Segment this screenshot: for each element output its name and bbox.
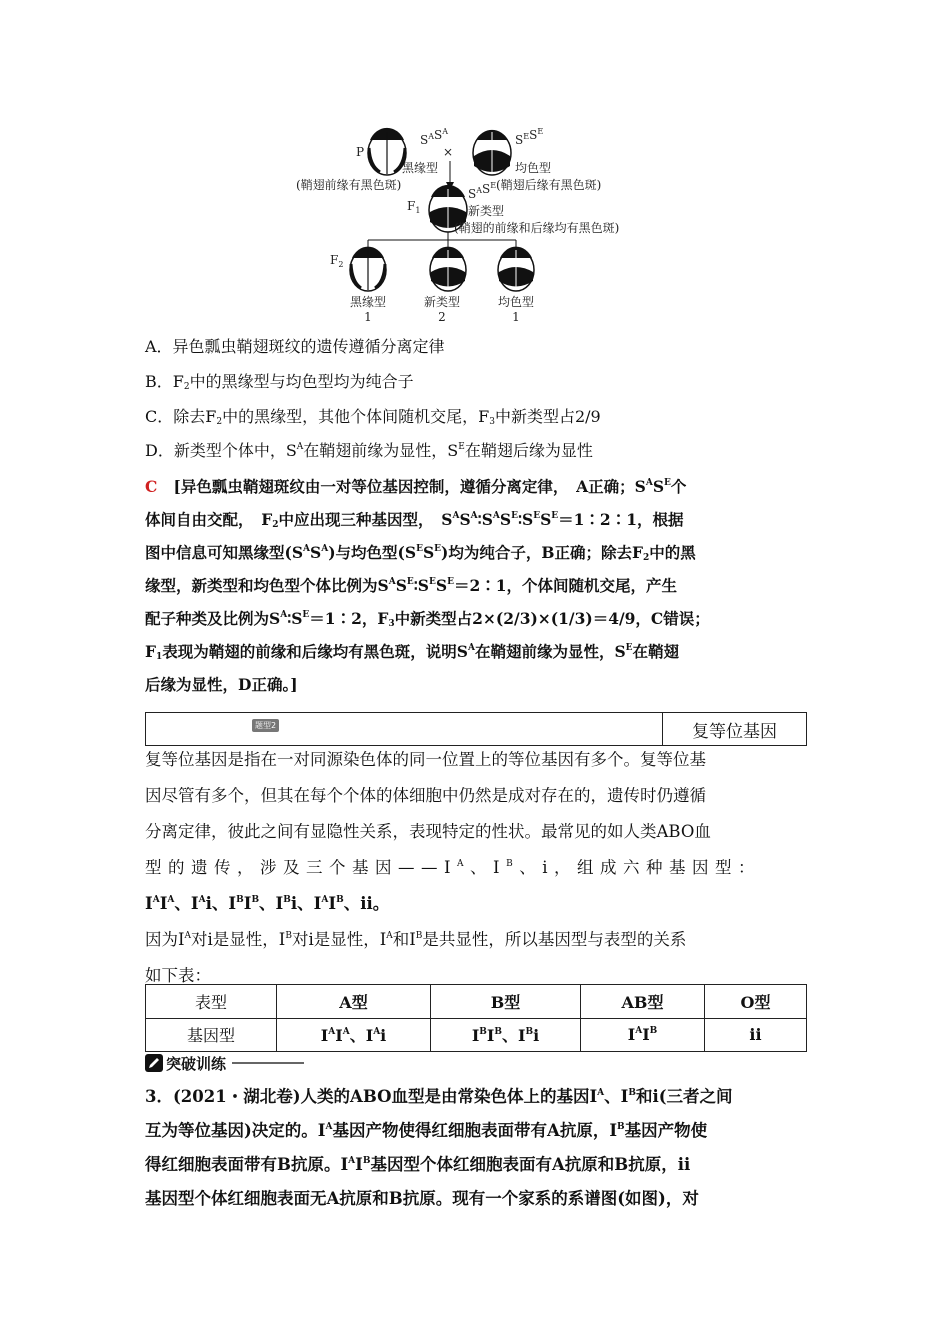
topic-header [145, 712, 807, 746]
abo-header-cell: O型 [705, 985, 807, 1019]
beetle-f2-new-type [430, 247, 466, 291]
parent2-desc: (鞘翅后缘有黑色斑) [496, 178, 602, 192]
parent1-name: 黑缘型 [402, 161, 439, 175]
f2-ratio-1: 1 [364, 310, 372, 324]
question-3-line-3: 得红细胞表面带有B抗原。$I^AI^B$基因型个体红细胞表面有A抗原和B抗原，ii [145, 1155, 691, 1174]
topic-title: 复等位基因 [663, 713, 807, 746]
cross-symbol: × [443, 145, 454, 159]
abo-header-cell: A型 [277, 985, 431, 1019]
f1-name: 新类型 [468, 204, 505, 218]
abo-row-cell: $I^AI^B$ [581, 1018, 705, 1052]
intro-line-1: 复等位基因是指在一对同源染色体的同一位置上的等位基因有多个。复等位基 [145, 750, 706, 769]
f2-letter: F [330, 253, 339, 267]
p-label: P [356, 145, 365, 159]
abo-phenotype-table [145, 984, 807, 1052]
f1-desc: (鞘翅的前缘和后缘均有黑色斑) [454, 221, 620, 235]
option-c: C．除去$F_2$中的黑缘型，其他个体间随机交尾，$F_3$中新类型占2/9 [145, 407, 601, 427]
parent1-desc: (鞘翅前缘有黑色斑) [296, 178, 402, 192]
f1-letter: F [407, 199, 416, 213]
abo-header-cell: AB型 [581, 985, 705, 1019]
question-3-line-2: 互为等位基因)决定的。$I^A$基因产物使得红细胞表面带有A抗原，$I^B$基因产物使 [145, 1121, 708, 1140]
f1-genotype: $S^AS^E$ [468, 181, 497, 201]
intro-line-7: 如下表： [145, 966, 211, 985]
beetle-black-edge-parent [368, 128, 406, 175]
abo-row-cell: $I^AI^A$、$I^Ai$ [277, 1018, 431, 1052]
beetle-uniform-parent [473, 130, 511, 175]
topic-badge: 题型2 [252, 719, 279, 732]
question-3-line-1: 3．(2021・湖北卷)人类的ABO血型是由常染色体上的基因$I^A$、$I^B$和i(三者之间 [145, 1087, 733, 1106]
intro-line-2: 因尽管有多个，但其在每个个体的体细胞中仍然是成对存在的，遗传时仍遵循 [145, 786, 706, 805]
parent2-name: 均色型 [515, 161, 552, 175]
intro-paragraph [145, 742, 810, 994]
answer-line-2: 体间自由交配， $F_2$中应出现三种基因型， $S^AS^A∶S^AS^E∶S^ES^E=1∶2∶1$，根据 [145, 510, 684, 530]
question-3-line-4: 基因型个体红细胞表面无A抗原和B抗原。现有一个家系的系谱图(如图)，对 [145, 1189, 699, 1208]
answer-explanation [145, 470, 813, 701]
beetle-f2-uniform [498, 247, 534, 291]
cross-diagram-svg [290, 126, 670, 326]
abo-row-cell: ii [705, 1018, 807, 1052]
intro-line-3: 分离定律，彼此之间有显隐性关系，表现特定的性状。最常见的如人类ABO血 [145, 822, 711, 841]
question-3 [145, 1080, 810, 1216]
beetle-f2-black-edge [350, 247, 386, 291]
abo-genotype-row [146, 1018, 807, 1052]
answer-line-5: 配子种类及比例为$S^A∶S^E=1∶2$，$F_3$中新类型占2×(2/3)×(1/3)＝4/9，C错误； [145, 609, 710, 629]
f1-subscript: 1 [415, 206, 421, 215]
answer-line-4: 缘型，新类型和均色型个体比例为$S^AS^E∶S^ES^E=2∶1$，个体间随机交尾，产生 [145, 576, 678, 595]
training-label: 突破训练 [166, 1054, 227, 1073]
abo-row-cell: 基因型 [146, 1018, 277, 1052]
abo-header-cell: B型 [431, 985, 581, 1019]
f2-name-1: 黑缘型 [349, 295, 387, 309]
option-a: A．异色瓢虫鞘翅斑纹的遗传遵循分离定律 [145, 337, 445, 356]
abo-row-cell: $I^BI^B$、$I^Bi$ [431, 1018, 581, 1052]
answer-letter: C [145, 477, 158, 496]
f2-name-3: 均色型 [497, 295, 535, 309]
answer-line-7: 后缘为显性，D正确。] [145, 675, 298, 694]
parent1-genotype: $S^AS^A$ [420, 127, 449, 147]
parent2-genotype: $S^ES^E$ [515, 127, 544, 147]
f1-label [407, 199, 420, 215]
intro-line-6: 因为$I^A$对i是显性，$I^B$对i是显性，$I^A$和$I^B$是共显性，所以基因型与表型的关系 [145, 930, 687, 949]
f2-ratio-2: 2 [438, 310, 446, 324]
f2-name-2: 新类型 [423, 295, 461, 309]
option-b: B．$F_2$中的黑缘型与均色型均为纯合子 [145, 372, 414, 392]
answer-line-3: 图中信息可知黑缘型$(S^AS^A)$与均色型$(S^ES^E)$均为纯合子，B正确；除去$F_2$中的黑 [145, 543, 696, 563]
f2-label [330, 253, 343, 269]
f2-subscript: 2 [338, 260, 344, 269]
abo-header-cell: 表型 [146, 985, 277, 1019]
topic-badge-cell [146, 713, 663, 746]
intro-line-5: $I^AI^A$、$I^Ai$、$I^BI^B$、$I^Bi$、$I^AI^B$、ii。 [145, 894, 390, 913]
pencil-icon [145, 1054, 163, 1072]
abo-header-row [146, 985, 807, 1019]
training-section-label [145, 1052, 304, 1074]
f2-ratio-3: 1 [512, 310, 520, 324]
training-underline [232, 1062, 304, 1064]
option-d: D．新类型个体中，$S^A$在鞘翅前缘为显性，$S^E$在鞘翅后缘为显性 [145, 441, 593, 460]
answer-line-6: $F_1$表现为鞘翅的前缘和后缘均有黑色斑，说明$S^A$在鞘翅前缘为显性，$S^E$在鞘翅 [145, 642, 680, 662]
answer-line-1: C [异色瓢虫鞘翅斑纹由一对等位基因控制，遵循分离定律， A正确；$S^AS^E$个 [145, 477, 687, 496]
intro-line-4: 型的遗传，涉及三个基因$——I^A$、$I^B$、i，组成六种基因型： [145, 858, 761, 877]
ladybug-cross-diagram [290, 126, 670, 326]
